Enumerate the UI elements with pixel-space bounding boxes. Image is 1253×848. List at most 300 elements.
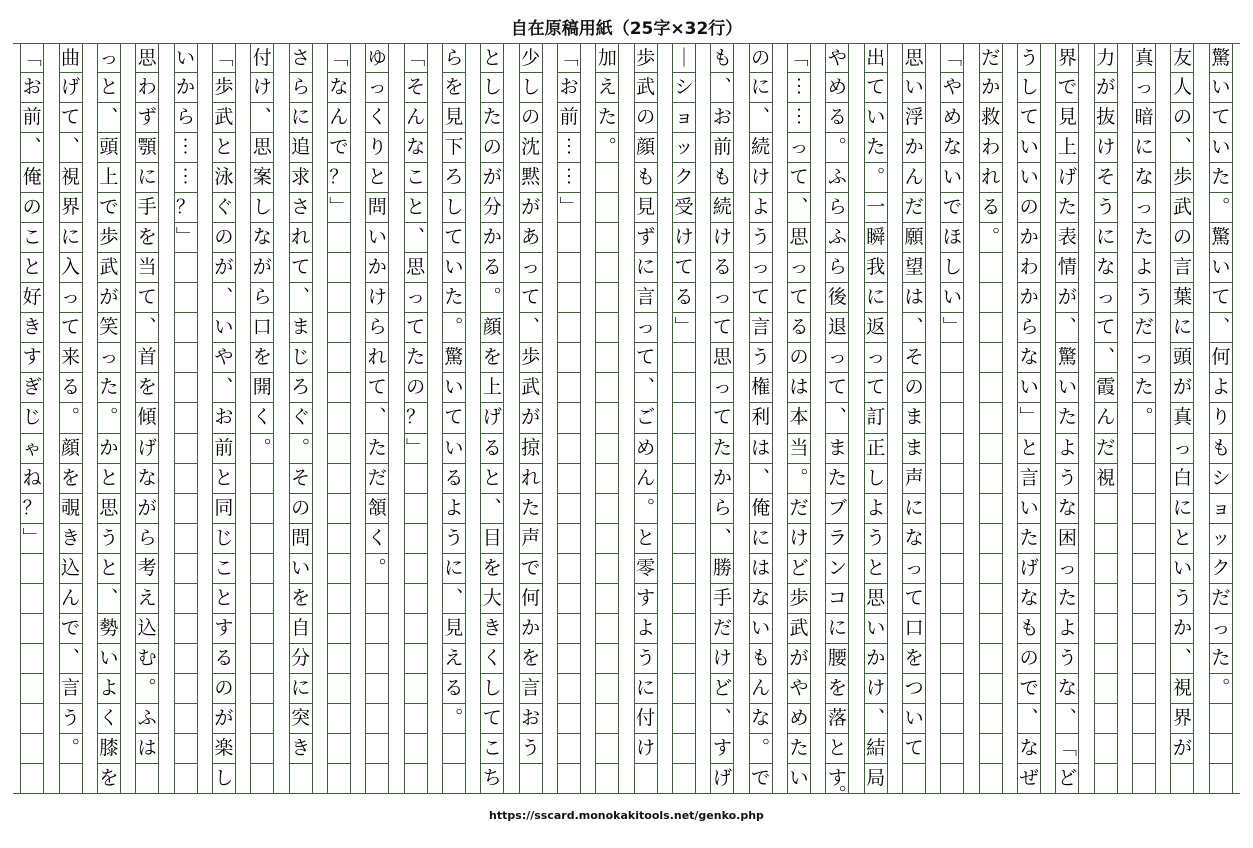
grid-cell: た	[1133, 373, 1155, 403]
grid-cell	[175, 253, 197, 283]
grid-cell: か	[903, 133, 925, 163]
grid-column	[250, 43, 274, 794]
grid-column	[519, 43, 543, 794]
grid-cell: よ	[1056, 614, 1078, 644]
grid-cell: 驚	[1210, 43, 1232, 73]
grid-cell: か	[98, 434, 120, 464]
grid-cell: ︑	[826, 403, 848, 433]
grid-column	[1055, 43, 1079, 794]
grid-cell	[251, 464, 273, 494]
grid-cell	[596, 764, 618, 794]
grid-cell: す	[21, 343, 43, 373]
grid-cell: 後	[826, 283, 848, 313]
grid-cell	[596, 644, 618, 674]
grid-cell: け	[711, 644, 733, 674]
grid-cell: か	[1018, 283, 1040, 313]
grid-cell: 下	[443, 133, 465, 163]
grid-cell: し	[251, 193, 273, 223]
grid-cell: っ	[1133, 343, 1155, 373]
grid-cell: っ	[750, 253, 772, 283]
grid-cell: ︑	[443, 584, 465, 614]
grid-cell: っ	[60, 283, 82, 313]
grid-cell: 武	[1171, 193, 1193, 223]
grid-cell	[941, 614, 963, 644]
grid-cell: し	[865, 464, 887, 494]
grid-cell: 頭	[98, 133, 120, 163]
grid-cell: や	[788, 674, 810, 704]
grid-cell: 込	[60, 554, 82, 584]
grid-cell: 自	[290, 614, 312, 644]
grid-cell: え	[596, 73, 618, 103]
grid-cell: か	[520, 614, 542, 644]
grid-cell: い	[290, 554, 312, 584]
grid-cell: い	[1018, 133, 1040, 163]
grid-cell: げ	[711, 764, 733, 794]
grid-cell	[980, 734, 1002, 764]
grid-cell	[251, 704, 273, 734]
grid-cell: う	[1095, 193, 1117, 223]
grid-cell	[635, 764, 657, 794]
grid-cell: て	[60, 103, 82, 133]
grid-cell: い	[941, 283, 963, 313]
grid-cell: 前	[213, 434, 235, 464]
grid-cell: 利	[750, 403, 772, 433]
grid-cell: そ	[1095, 163, 1117, 193]
grid-cell: う	[1018, 43, 1040, 73]
grid-cell	[596, 223, 618, 253]
grid-cell	[175, 464, 197, 494]
grid-cell: が	[520, 403, 542, 433]
grid-cell: や	[941, 73, 963, 103]
grid-cell: る	[481, 434, 503, 464]
grid-cell: う	[1133, 283, 1155, 313]
grid-cell: て	[903, 584, 925, 614]
grid-cell: 前	[21, 103, 43, 133]
grid-cell: う	[520, 734, 542, 764]
grid-cell	[941, 494, 963, 524]
grid-cell: だ	[1133, 313, 1155, 343]
grid-cell: め	[635, 434, 657, 464]
grid-cell: が	[1171, 734, 1193, 764]
grid-cell: 望	[903, 253, 925, 283]
grid-cell	[21, 554, 43, 584]
grid-cell	[1133, 554, 1155, 584]
grid-cell: と	[366, 163, 388, 193]
grid-cell: 黙	[520, 163, 542, 193]
grid-cell: ︑	[366, 403, 388, 433]
grid-cell: そ	[290, 464, 312, 494]
grid-cell: ﹁	[558, 43, 580, 73]
grid-cell: た	[481, 103, 503, 133]
grid-cell: さ	[290, 193, 312, 223]
grid-cell: だ	[1210, 584, 1232, 614]
grid-cell: ︑	[21, 133, 43, 163]
grid-cell	[673, 644, 695, 674]
grid-cell: し	[481, 674, 503, 704]
grid-cell: ま	[826, 434, 848, 464]
grid-cell: 続	[750, 133, 772, 163]
grid-cell: げ	[60, 73, 82, 103]
grid-cell: ら	[826, 253, 848, 283]
grid-cell	[175, 644, 197, 674]
grid-cell: 傾	[136, 403, 158, 433]
grid-cell: ︑	[750, 103, 772, 133]
grid-cell	[1133, 674, 1155, 704]
grid-cell: と	[481, 464, 503, 494]
grid-cell: 俺	[21, 163, 43, 193]
grid-cell: て	[826, 373, 848, 403]
grid-cell: だ	[1095, 434, 1117, 464]
grid-cell: 付	[251, 43, 273, 73]
grid-cell: ︑	[1056, 704, 1078, 734]
grid-cell: ﹂	[1018, 403, 1040, 433]
grid-cell: っ	[1095, 283, 1117, 313]
grid-cell: て	[673, 253, 695, 283]
grid-cell: っ	[1133, 73, 1155, 103]
grid-cell: ︑	[481, 494, 503, 524]
grid-cell	[1095, 674, 1117, 704]
grid-cell: い	[1018, 494, 1040, 524]
grid-cell: 何	[520, 584, 542, 614]
grid-column	[825, 43, 849, 806]
grid-cell: 当	[136, 253, 158, 283]
grid-cell: が	[1056, 283, 1078, 313]
grid-cell: 来	[60, 343, 82, 373]
grid-cell: ︒	[750, 734, 772, 764]
grid-cell: し	[443, 193, 465, 223]
grid-cell	[328, 524, 350, 554]
grid-cell	[941, 373, 963, 403]
grid-cell: に	[635, 674, 657, 704]
grid-column	[1094, 43, 1118, 794]
grid-cell: そ	[903, 343, 925, 373]
grid-cell: で	[520, 554, 542, 584]
grid-cell: 武	[635, 73, 657, 103]
grid-cell	[596, 373, 618, 403]
grid-cell: が	[520, 193, 542, 223]
grid-cell: ︑	[290, 283, 312, 313]
grid-cell	[251, 614, 273, 644]
grid-cell	[558, 614, 580, 644]
grid-cell	[596, 403, 618, 433]
grid-cell: を	[903, 644, 925, 674]
grid-cell: て	[405, 313, 427, 343]
grid-cell: ﹁	[1056, 734, 1078, 764]
grid-cell: 友	[1171, 43, 1193, 73]
grid-cell: よ	[635, 614, 657, 644]
grid-cell: だ	[711, 614, 733, 644]
grid-cell	[596, 313, 618, 343]
grid-cell: 思	[903, 43, 925, 73]
grid-cell: ︒	[290, 434, 312, 464]
grid-cell: う	[1056, 644, 1078, 674]
grid-cell: ま	[903, 434, 925, 464]
grid-cell: い	[1210, 73, 1232, 103]
grid-cell: 驚	[1210, 223, 1232, 253]
grid-cell	[328, 343, 350, 373]
grid-cell: よ	[1056, 434, 1078, 464]
grid-cell: し	[481, 73, 503, 103]
grid-cell: 零	[635, 554, 657, 584]
grid-cell	[1095, 734, 1117, 764]
grid-cell	[328, 764, 350, 794]
grid-cell: る	[826, 103, 848, 133]
grid-cell: て	[1095, 313, 1117, 343]
grid-cell: 界	[1056, 43, 1078, 73]
grid-cell	[980, 674, 1002, 704]
grid-cell: に	[826, 614, 848, 644]
grid-cell	[558, 704, 580, 734]
grid-cell: 権	[750, 373, 772, 403]
grid-cell	[1210, 704, 1232, 734]
grid-cell: て	[903, 734, 925, 764]
grid-cell: 局	[865, 764, 887, 794]
grid-cell	[1095, 614, 1117, 644]
grid-cell: た	[865, 133, 887, 163]
grid-cell: て	[750, 283, 772, 313]
grid-cell: ブ	[826, 494, 848, 524]
grid-cell: く	[366, 103, 388, 133]
grid-cell	[558, 373, 580, 403]
grid-cell: ゆ	[366, 43, 388, 73]
grid-cell: 見	[443, 614, 465, 644]
grid-cell: ︒	[366, 554, 388, 584]
grid-cell: の	[903, 373, 925, 403]
grid-cell: が	[788, 644, 810, 674]
grid-column	[135, 43, 159, 794]
grid-cell: す	[635, 584, 657, 614]
grid-cell: が	[213, 704, 235, 734]
grid-cell: ん	[635, 464, 657, 494]
grid-cell	[596, 584, 618, 614]
grid-cell: お	[711, 103, 733, 133]
grid-cell	[1095, 704, 1117, 734]
grid-cell: て	[711, 313, 733, 343]
grid-cell: 思	[788, 223, 810, 253]
grid-cell	[1171, 764, 1193, 794]
grid-cell	[175, 524, 197, 554]
hanging-punctuation: ︒	[827, 784, 847, 806]
grid-cell: た	[1056, 403, 1078, 433]
grid-cell: っ	[1210, 614, 1232, 644]
grid-cell	[175, 674, 197, 704]
grid-cell: も	[750, 644, 772, 674]
grid-cell: た	[788, 734, 810, 764]
grid-cell: ご	[635, 403, 657, 433]
grid-cell: け	[251, 73, 273, 103]
grid-cell: ︒	[60, 403, 82, 433]
grid-cell: ど	[711, 674, 733, 704]
grid-cell: ︑	[405, 223, 427, 253]
grid-cell	[1095, 524, 1117, 554]
grid-cell	[251, 554, 273, 584]
grid-cell: か	[366, 253, 388, 283]
grid-cell: ︑	[788, 193, 810, 223]
grid-cell: ︑	[1171, 644, 1193, 674]
grid-cell: ぎ	[21, 373, 43, 403]
grid-cell: っ	[635, 313, 657, 343]
grid-cell	[328, 704, 350, 734]
grid-cell: く	[98, 704, 120, 734]
grid-cell	[1095, 764, 1117, 794]
grid-cell	[366, 764, 388, 794]
grid-cell	[60, 764, 82, 794]
grid-cell: ︑	[213, 283, 235, 313]
grid-cell: 泳	[213, 163, 235, 193]
grid-cell: ︙	[788, 103, 810, 133]
grid-cell: ︒	[251, 434, 273, 464]
grid-cell: 白	[1171, 464, 1193, 494]
grid-cell: ︒	[443, 313, 465, 343]
grid-cell: え	[136, 584, 158, 614]
grid-cell: ろ	[443, 163, 465, 193]
grid-cell	[1095, 554, 1117, 584]
grid-cell: 問	[366, 193, 388, 223]
grid-cell: の	[213, 674, 235, 704]
grid-cell	[251, 644, 273, 674]
grid-cell: 突	[290, 704, 312, 734]
grid-cell	[941, 434, 963, 464]
grid-column	[749, 43, 773, 794]
grid-cell: な	[750, 704, 772, 734]
grid-column	[902, 43, 926, 794]
grid-cell: 頷	[366, 494, 388, 524]
grid-cell: な	[1056, 494, 1078, 524]
grid-cell: ら	[251, 283, 273, 313]
grid-cell: ぜ	[1018, 764, 1040, 794]
grid-cell	[1095, 644, 1117, 674]
grid-cell: っ	[1171, 434, 1193, 464]
grid-cell: 界	[60, 193, 82, 223]
grid-cell: け	[711, 223, 733, 253]
grid-cell: に	[865, 283, 887, 313]
grid-cell: し	[941, 253, 963, 283]
grid-cell	[175, 764, 197, 794]
grid-cell: か	[1171, 614, 1193, 644]
grid-cell	[980, 343, 1002, 373]
grid-cell: る	[788, 313, 810, 343]
grid-cell: 歩	[635, 43, 657, 73]
grid-cell	[175, 434, 197, 464]
grid-cell: う	[750, 223, 772, 253]
grid-cell: る	[443, 464, 465, 494]
grid-cell: ﹂	[175, 223, 197, 253]
grid-cell: ョ	[673, 103, 695, 133]
grid-cell	[1210, 734, 1232, 764]
grid-cell: い	[1018, 373, 1040, 403]
grid-cell: け	[750, 163, 772, 193]
grid-cell: の	[520, 103, 542, 133]
grid-cell: も	[1018, 614, 1040, 644]
grid-cell: た	[1056, 193, 1078, 223]
grid-cell: シ	[1210, 464, 1232, 494]
grid-cell: あ	[520, 223, 542, 253]
grid-cell: て	[443, 403, 465, 433]
grid-cell: 武	[788, 614, 810, 644]
grid-cell: っ	[903, 554, 925, 584]
grid-cell: 楽	[213, 734, 235, 764]
grid-cell: め	[826, 73, 848, 103]
grid-cell	[443, 764, 465, 794]
grid-cell	[328, 373, 350, 403]
grid-column	[97, 43, 121, 794]
grid-cell: ﹂	[941, 313, 963, 343]
grid-cell: ︒	[98, 403, 120, 433]
grid-cell: て	[520, 283, 542, 313]
grid-cell: き	[60, 524, 82, 554]
grid-cell	[21, 674, 43, 704]
grid-cell: っ	[1056, 554, 1078, 584]
grid-cell: ﹁	[328, 43, 350, 73]
grid-cell: ？	[175, 193, 197, 223]
grid-cell: て	[865, 373, 887, 403]
grid-cell: て	[366, 373, 388, 403]
grid-cell: 武	[98, 253, 120, 283]
grid-cell	[328, 464, 350, 494]
grid-cell: て	[788, 163, 810, 193]
grid-cell	[980, 614, 1002, 644]
grid-cell: に	[1171, 313, 1193, 343]
grid-cell: ね	[21, 464, 43, 494]
manuscript-grid	[13, 43, 1240, 806]
grid-cell: ︒	[980, 223, 1002, 253]
grid-cell: き	[290, 734, 312, 764]
grid-cell	[673, 403, 695, 433]
grid-cell: を	[826, 674, 848, 704]
grid-cell	[596, 283, 618, 313]
grid-cell: お	[558, 73, 580, 103]
grid-cell	[558, 494, 580, 524]
grid-cell: ︑	[711, 704, 733, 734]
grid-cell: い	[98, 644, 120, 674]
grid-cell	[941, 584, 963, 614]
grid-cell: ︙	[558, 163, 580, 193]
grid-cell: の	[21, 193, 43, 223]
grid-cell: 武	[213, 103, 235, 133]
grid-cell: を	[290, 584, 312, 614]
grid-cell: し	[1018, 73, 1040, 103]
grid-cell: ︑	[1056, 313, 1078, 343]
grid-cell: 本	[788, 403, 810, 433]
grid-cell: は	[788, 373, 810, 403]
grid-cell: よ	[1210, 373, 1232, 403]
grid-cell	[328, 644, 350, 674]
grid-cell: に	[635, 253, 657, 283]
grid-cell: 大	[481, 584, 503, 614]
grid-cell: で	[328, 133, 350, 163]
grid-cell	[366, 584, 388, 614]
grid-cell	[366, 644, 388, 674]
grid-cell: 俺	[750, 494, 772, 524]
grid-cell: 続	[711, 193, 733, 223]
grid-cell: に	[290, 103, 312, 133]
grid-cell: に	[60, 223, 82, 253]
grid-cell: う	[98, 524, 120, 554]
grid-cell: っ	[405, 283, 427, 313]
grid-cell: ん	[405, 103, 427, 133]
grid-cell: ︒	[635, 494, 657, 524]
grid-cell	[1133, 524, 1155, 554]
grid-cell: く	[251, 403, 273, 433]
grid-cell: 目	[481, 524, 503, 554]
grid-cell	[328, 403, 350, 433]
grid-cell	[673, 584, 695, 614]
grid-cell	[21, 614, 43, 644]
grid-cell: れ	[290, 223, 312, 253]
grid-cell: ラ	[826, 524, 848, 554]
grid-cell: 思	[711, 343, 733, 373]
grid-cell: 浮	[903, 103, 925, 133]
